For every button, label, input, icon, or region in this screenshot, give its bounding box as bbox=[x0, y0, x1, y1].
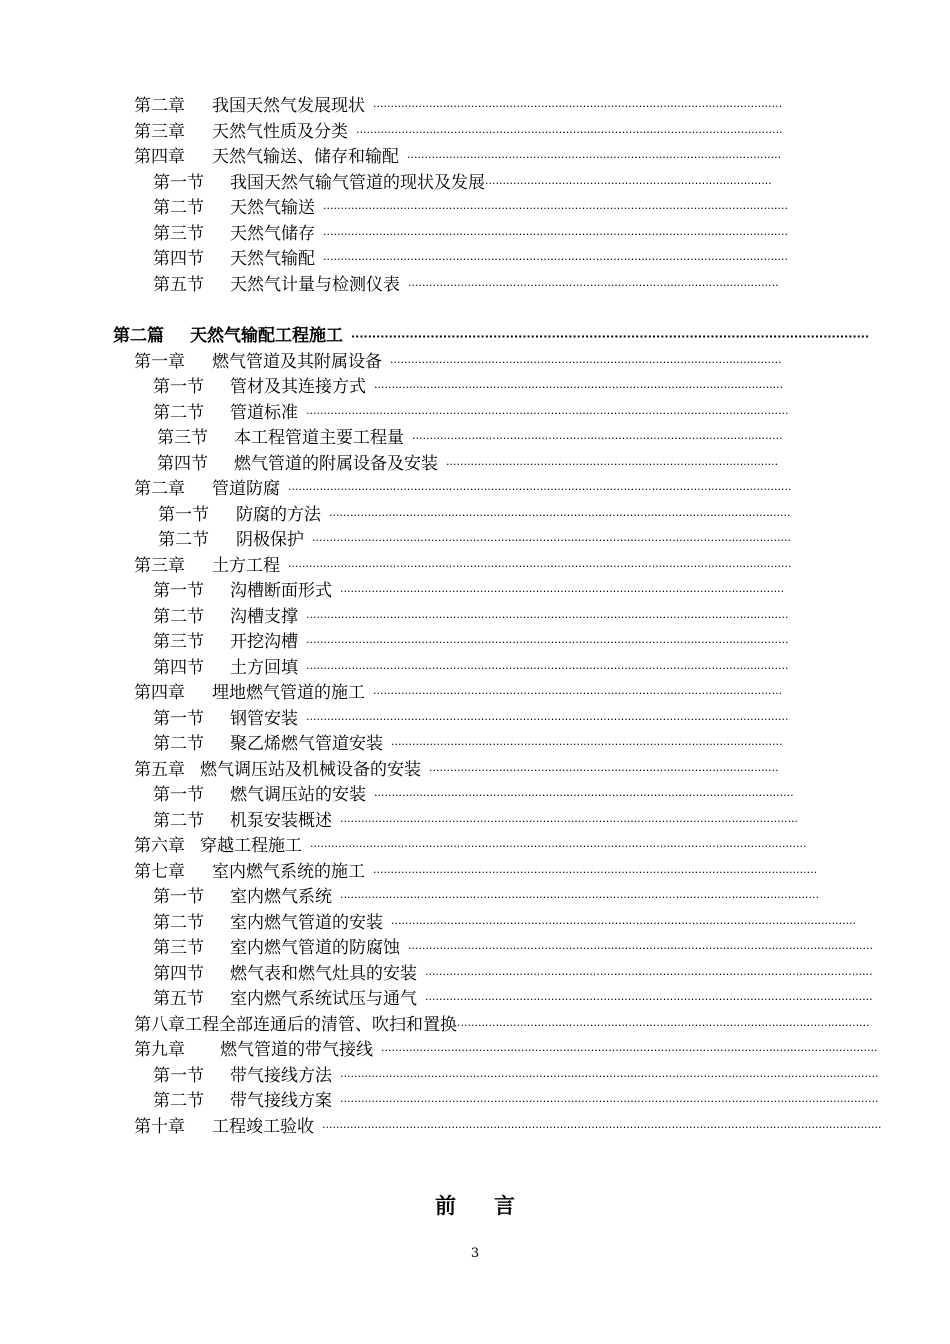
toc-entry bbox=[0, 222, 950, 248]
toc-leader-dots: ························································································································ bbox=[374, 789, 794, 802]
toc-leader-dots: ·············································································································································· bbox=[310, 840, 807, 853]
toc-entry-title: 埋地燃气管道的施工 bbox=[212, 683, 365, 703]
toc-leader-dots: ·········································································································································· bbox=[306, 712, 789, 726]
toc-entry-title: 天然气输配工程施工 bbox=[190, 326, 343, 346]
toc-entry-number: 第一节 bbox=[153, 377, 204, 397]
toc-entry-number: 第二章 bbox=[134, 96, 185, 116]
toc-entry-title: 本工程管道主要工程量 bbox=[234, 428, 404, 448]
toc-entry-title: 天然气输送、储存和输配 bbox=[212, 147, 399, 167]
toc-leader-dots: ····················································································································· bbox=[374, 381, 784, 394]
toc-entry bbox=[0, 1013, 950, 1039]
toc-leader-dots: ·························································································································································· bbox=[340, 1069, 879, 1083]
toc-entry-title: 燃气管道的带气接线 bbox=[220, 1040, 373, 1060]
toc-entry-title: 天然气输送 bbox=[230, 198, 315, 218]
toc-entry bbox=[0, 579, 950, 605]
toc-entry-title: 沟槽支撑 bbox=[230, 606, 298, 627]
toc-entry bbox=[0, 477, 950, 503]
toc-entry-number: 第七章 bbox=[134, 861, 185, 882]
toc-entry-title: 室内燃气系统试压与通气 bbox=[230, 989, 417, 1009]
toc-entry bbox=[0, 120, 950, 146]
toc-entry-number: 第二节 bbox=[153, 198, 204, 218]
toc-entry-number: 第三节 bbox=[153, 938, 204, 958]
toc-entry bbox=[0, 145, 950, 171]
toc-entry-title: 燃气管道的附属设备及安装 bbox=[234, 453, 438, 474]
toc-entry-number: 第二节 bbox=[153, 912, 204, 933]
toc-entry-number: 第二章 bbox=[134, 479, 185, 499]
toc-entry-title: 阴极保护 bbox=[236, 530, 304, 550]
toc-entry-number: 第二节 bbox=[158, 530, 209, 550]
toc-entry-number: 第三章 bbox=[134, 121, 185, 142]
toc-entry bbox=[0, 630, 950, 656]
toc-entry-title: 带气接线方案 bbox=[230, 1091, 332, 1111]
toc-leader-dots: ····················································································································· bbox=[373, 100, 783, 113]
toc-leader-dots: ········································································································································· bbox=[312, 534, 792, 547]
toc-leader-dots: ····································································································································· bbox=[323, 202, 789, 215]
toc-leader-dots: ····································································································································· bbox=[391, 916, 857, 930]
toc-leader-dots: ···································································································································· bbox=[329, 508, 791, 522]
toc-entry bbox=[0, 452, 950, 478]
toc-entry bbox=[0, 1038, 950, 1064]
toc-entry bbox=[0, 732, 950, 758]
toc-entry bbox=[0, 554, 950, 580]
toc-entry-number: 第三章 bbox=[134, 555, 185, 576]
toc-entry-number: 第一节 bbox=[153, 1065, 204, 1086]
toc-entry-title: 穿越工程施工 bbox=[200, 836, 302, 856]
toc-entry bbox=[0, 247, 950, 273]
toc-entry-number: 第三节 bbox=[153, 223, 204, 244]
table-of-contents bbox=[0, 94, 950, 1140]
toc-entry-title: 我国天然气输气管道的现状及发展 bbox=[230, 172, 485, 193]
toc-entry-number: 第五章 bbox=[134, 759, 185, 780]
toc-leader-dots: ·········································································································· bbox=[412, 432, 783, 445]
toc-leader-dots: ········································································································································· bbox=[340, 891, 820, 904]
toc-leader-dots: ····················································································································· bbox=[373, 687, 783, 700]
toc-entry bbox=[0, 375, 950, 401]
preface-heading: 前言 bbox=[435, 1193, 553, 1218]
toc-entry-title: 工程竣工验收 bbox=[212, 1116, 314, 1137]
toc-leader-dots: ·························································································································· bbox=[356, 125, 783, 139]
toc-leader-dots: ································································································································································ bbox=[322, 1120, 882, 1134]
toc-entry bbox=[0, 834, 950, 860]
toc-entry-title: 室内燃气系统 bbox=[230, 887, 332, 907]
toc-leader-dots: ································································································································ bbox=[425, 967, 873, 981]
toc-entry-title: 燃气调压站的安装 bbox=[230, 785, 366, 805]
toc-leader-dots: ·························································································································································· bbox=[340, 1095, 879, 1108]
toc-entry-number: 第二节 bbox=[153, 402, 204, 423]
toc-leader-dots: ···························································································································· bbox=[351, 330, 870, 343]
toc-entry bbox=[0, 681, 950, 707]
toc-entry-number: 第三节 bbox=[153, 632, 204, 652]
toc-leader-dots: ·········································································································································· bbox=[306, 406, 789, 420]
toc-entry bbox=[0, 426, 950, 452]
toc-entry bbox=[0, 350, 950, 376]
toc-leader-dots: ····································································································································· bbox=[323, 253, 789, 266]
toc-entry-title: 沟槽断面形式 bbox=[230, 581, 332, 601]
toc-entry-title: 燃气管道及其附属设备 bbox=[212, 351, 382, 372]
toc-entry-number: 第八章 bbox=[134, 1014, 185, 1035]
toc-entry-number: 第一节 bbox=[153, 708, 204, 729]
toc-entry bbox=[0, 273, 950, 299]
toc-entry-title: 带气接线方法 bbox=[230, 1065, 332, 1086]
toc-entry-number: 第四节 bbox=[153, 249, 204, 269]
toc-entry-title: 天然气输配 bbox=[230, 249, 315, 269]
toc-entry bbox=[0, 885, 950, 911]
toc-entry bbox=[0, 94, 950, 120]
toc-entry-title: 管道防腐 bbox=[212, 479, 280, 499]
toc-leader-dots: ················································································································ bbox=[391, 738, 783, 751]
toc-leader-dots: ················································································································································ bbox=[288, 559, 792, 573]
toc-entry bbox=[0, 503, 950, 529]
toc-entry-number: 第四章 bbox=[134, 147, 185, 167]
toc-entry bbox=[0, 987, 950, 1013]
toc-entry-number: 第一章 bbox=[134, 351, 185, 372]
toc-entry-number: 第三节 bbox=[157, 428, 208, 448]
toc-entry-title: 土方工程 bbox=[212, 555, 280, 576]
toc-entry bbox=[0, 401, 950, 427]
toc-leader-dots: ······························································································································· bbox=[340, 585, 785, 598]
toc-entry bbox=[0, 171, 950, 197]
toc-entry-title: 土方回填 bbox=[230, 657, 298, 678]
toc-entry bbox=[0, 911, 950, 937]
toc-entry-title: 钢管安装 bbox=[230, 708, 298, 729]
toc-leader-dots: ······················································································································ bbox=[457, 1018, 870, 1032]
toc-entry-number: 第二节 bbox=[153, 1091, 204, 1111]
toc-leader-dots: ·········································································································································· bbox=[306, 610, 789, 624]
toc-leader-dots: ····································································································································· bbox=[323, 227, 789, 241]
toc-entry-number: 第四节 bbox=[153, 963, 204, 984]
toc-entry-number: 第四章 bbox=[134, 683, 185, 703]
toc-entry bbox=[0, 528, 950, 554]
toc-entry-number: 第一节 bbox=[153, 887, 204, 907]
toc-entry-title: 燃气调压站及机械设备的安装 bbox=[200, 759, 421, 780]
toc-leader-dots: ·········································································································································· bbox=[306, 636, 789, 649]
toc-entry bbox=[0, 758, 950, 784]
toc-entry-number: 第十章 bbox=[134, 1116, 185, 1137]
toc-entry bbox=[0, 196, 950, 222]
toc-entry bbox=[0, 809, 950, 835]
toc-entry bbox=[0, 1115, 950, 1141]
toc-leader-dots: ······························································································· bbox=[446, 457, 779, 471]
toc-leader-dots: ································································································································ bbox=[425, 993, 873, 1006]
toc-entry bbox=[0, 324, 950, 350]
toc-entry-number: 第二节 bbox=[153, 810, 204, 831]
toc-leader-dots: ······························································································································· bbox=[373, 865, 818, 879]
toc-entry bbox=[0, 860, 950, 886]
toc-entry-title: 开挖沟槽 bbox=[230, 632, 298, 652]
toc-entry bbox=[0, 605, 950, 631]
toc-entry-number: 第五节 bbox=[153, 989, 204, 1009]
toc-entry-title: 管道标准 bbox=[230, 402, 298, 423]
toc-entry-title: 工程全部连通后的清管、吹扫和置换 bbox=[185, 1014, 457, 1035]
toc-entry-number: 第一节 bbox=[153, 785, 204, 805]
toc-entry-number: 第二节 bbox=[153, 606, 204, 627]
toc-entry-title: 管材及其连接方式 bbox=[230, 377, 366, 397]
toc-entry-number: 第一节 bbox=[158, 504, 209, 525]
toc-leader-dots: ·········································································································· bbox=[408, 278, 779, 292]
toc-entry-title: 天然气储存 bbox=[230, 223, 315, 244]
toc-entry-number: 第九章 bbox=[134, 1040, 185, 1060]
toc-entry-title: 聚乙烯燃气管道安装 bbox=[230, 734, 383, 754]
toc-entry bbox=[0, 707, 950, 733]
toc-entry-number: 第二篇 bbox=[113, 326, 164, 346]
toc-entry bbox=[0, 1089, 950, 1115]
toc-entry-number: 第一节 bbox=[153, 581, 204, 601]
toc-leader-dots: ··································································································································· bbox=[340, 814, 799, 828]
toc-entry bbox=[0, 656, 950, 682]
toc-leader-dots: ·········································································································································· bbox=[306, 661, 789, 675]
toc-leader-dots: ················································································································ bbox=[390, 355, 782, 369]
toc-entry-number: 第六章 bbox=[134, 836, 185, 856]
toc-leader-dots: ················································································································································ bbox=[288, 483, 792, 496]
toc-entry-number: 第四节 bbox=[157, 453, 208, 474]
toc-leader-dots: ···································································································· bbox=[429, 763, 779, 777]
toc-entry-title: 天然气性质及分类 bbox=[212, 121, 348, 142]
toc-entry-title: 室内燃气管道的安装 bbox=[230, 912, 383, 933]
toc-leader-dots: ····································································································································· bbox=[408, 942, 874, 955]
toc-entry-number: 第二节 bbox=[153, 734, 204, 754]
toc-entry bbox=[0, 936, 950, 962]
page-number: 3 bbox=[470, 1246, 480, 1261]
toc-entry bbox=[0, 1064, 950, 1090]
toc-entry-number: 第五节 bbox=[153, 274, 204, 295]
toc-entry-title: 我国天然气发展现状 bbox=[212, 96, 365, 116]
toc-entry-title: 燃气表和燃气灶具的安装 bbox=[230, 963, 417, 984]
toc-entry-title: 机泵安装概述 bbox=[230, 810, 332, 831]
toc-leader-dots: ··········································································································· bbox=[407, 151, 782, 164]
toc-entry-title: 室内燃气管道的防腐蚀 bbox=[230, 938, 400, 958]
toc-leader-dots: ·············································································································································· bbox=[381, 1044, 878, 1057]
toc-entry bbox=[0, 962, 950, 988]
toc-entry-title: 天然气计量与检测仪表 bbox=[230, 274, 400, 295]
toc-entry-title: 室内燃气系统的施工 bbox=[212, 861, 365, 882]
toc-leader-dots: ·················································································· bbox=[485, 176, 772, 190]
toc-entry-title: 防腐的方法 bbox=[236, 504, 321, 525]
toc-entry-number: 第一节 bbox=[153, 172, 204, 193]
toc-entry-number: 第四节 bbox=[153, 657, 204, 678]
toc-entry bbox=[0, 783, 950, 809]
